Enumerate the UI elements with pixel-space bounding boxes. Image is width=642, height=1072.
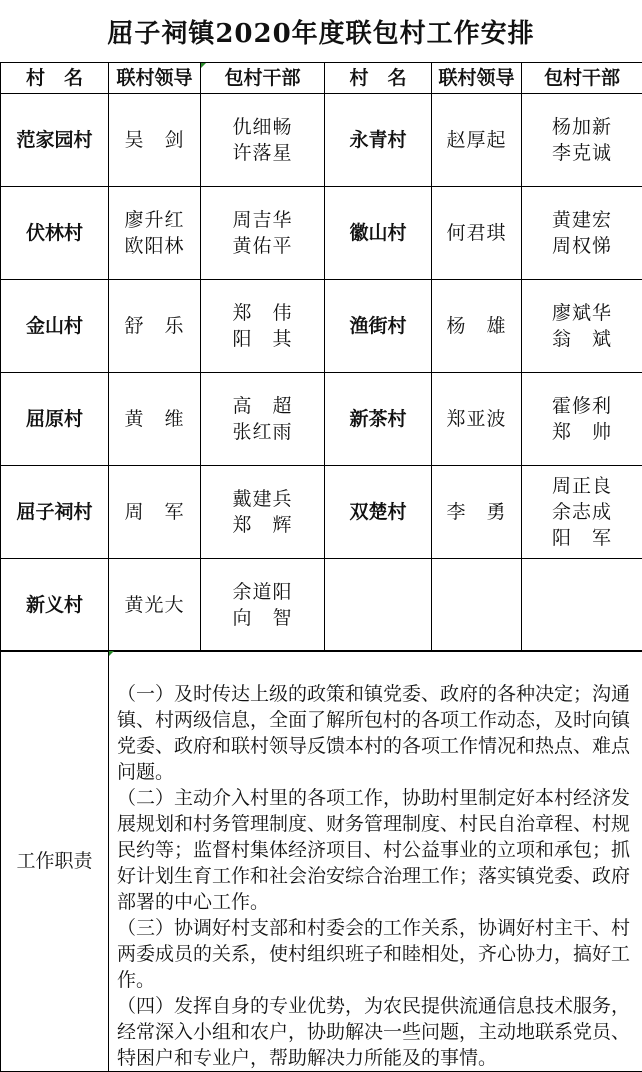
village-name-left: 屈原村 (1, 373, 109, 466)
village-name-right: 双楚村 (325, 466, 432, 559)
leader-cell-left (109, 373, 201, 466)
leader-cell-right (432, 94, 522, 187)
village-name-left: 新义村 (1, 559, 109, 652)
leader-name: 赵厚起 (432, 127, 521, 153)
cadre-name: 余志成 (522, 499, 642, 525)
village-name-right: 徽山村 (325, 187, 432, 280)
page-title: 屈子祠镇2020年度联包村工作安排 (0, 0, 642, 62)
cadre-cell-right (522, 373, 642, 466)
header-leader-right: 联村领导 (432, 63, 522, 94)
leader-name: 廖升红 (109, 207, 200, 233)
cadre-name: 阳 其 (201, 326, 324, 352)
cadre-cell-right (522, 559, 642, 652)
header-village-right: 村 名 (325, 63, 432, 94)
header-row (1, 63, 642, 94)
cadre-name: 杨加新 (522, 114, 642, 140)
cadre-name: 向 智 (201, 605, 324, 631)
cadre-name: 余道阳 (201, 579, 324, 605)
leader-cell-left (109, 187, 201, 280)
leader-name: 杨 雄 (432, 313, 521, 339)
leader-name: 欧阳林 (109, 233, 200, 259)
duty-paragraph: （一）及时传达上级的政策和镇党委、政府的各种决定；沟通镇、村两级信息，全面了解所包村的各项工作动态，及时向镇党委、政府和联村领导反馈本村的各项工作情况和热点、难点问题。 (117, 681, 634, 785)
duties-text (109, 651, 642, 1072)
cadre-cell-left (201, 280, 325, 373)
cadre-name: 黄建宏 (522, 207, 642, 233)
leader-name: 黄光大 (109, 592, 200, 618)
village-name-right: 新茶村 (325, 373, 432, 466)
leader-cell-right (432, 466, 522, 559)
cadre-name: 阳 军 (522, 525, 642, 551)
cadre-name: 郑 帅 (522, 419, 642, 445)
village-row (1, 280, 642, 373)
leader-name: 舒 乐 (109, 313, 200, 339)
header-village-left: 村 名 (1, 63, 109, 94)
header-cadre-left: 包村干部 (201, 63, 325, 94)
cadre-name: 周权悌 (522, 233, 642, 259)
village-name-left: 范家园村 (1, 94, 109, 187)
cadre-name: 霍修利 (522, 393, 642, 419)
duties-table (0, 650, 642, 1072)
duty-paragraph: （四）发挥自身的专业优势，为农民提供流通信息技术服务，经常深入小组和农户，协助解决一些问题，主动地联系党员、特困户和专业户，帮助解决力所能及的事情。 (117, 993, 634, 1071)
village-row (1, 373, 642, 466)
cadre-name: 张红雨 (201, 419, 324, 445)
cadre-name: 黄佑平 (201, 233, 324, 259)
cadre-cell-left (201, 94, 325, 187)
cadre-name: 郑 辉 (201, 512, 324, 538)
village-row (1, 559, 642, 652)
header-leader-left: 联村领导 (109, 63, 201, 94)
leader-cell-right (432, 559, 522, 652)
village-name-right: 永青村 (325, 94, 432, 187)
cadre-name: 仇细畅 (201, 114, 324, 140)
cadre-cell-right (522, 187, 642, 280)
cadre-name: 郑 伟 (201, 300, 324, 326)
village-name-left: 伏林村 (1, 187, 109, 280)
cadre-cell-left (201, 373, 325, 466)
leader-name: 何君琪 (432, 220, 521, 246)
cadre-cell-left (201, 466, 325, 559)
village-row (1, 466, 642, 559)
leader-name: 李 勇 (432, 499, 521, 525)
leader-name: 吴 剑 (109, 127, 200, 153)
village-name-left: 屈子祠村 (1, 466, 109, 559)
cadre-cell-right (522, 466, 642, 559)
village-row (1, 94, 642, 187)
leader-cell-right (432, 280, 522, 373)
leader-cell-left (109, 94, 201, 187)
cadre-cell-left (201, 187, 325, 280)
leader-cell-left (109, 280, 201, 373)
assignment-table (0, 62, 642, 652)
cadre-name: 高 超 (201, 393, 324, 419)
duty-paragraph: （三）协调好村支部和村委会的工作关系，协调好村主干、村两委成员的关系，使村组织班子和睦相处，齐心协力，搞好工作。 (117, 915, 634, 993)
leader-name: 郑亚波 (432, 406, 521, 432)
village-name-right: 渔街村 (325, 280, 432, 373)
header-cadre-right: 包村干部 (522, 63, 642, 94)
leader-cell-right (432, 187, 522, 280)
leader-name: 黄 维 (109, 406, 200, 432)
leader-cell-right (432, 373, 522, 466)
duty-paragraph: （二）主动介入村里的各项工作，协助村里制定好本村经济发展规划和村务管理制度、财务管理制度、村民自治章程、村规民约等；监督村集体经济项目、村公益事业的立项和承包；抓好计划生育工作和社会治安综合治理工作；落实镇党委、政府部署的中心工作。 (117, 785, 634, 915)
cadre-cell-right (522, 280, 642, 373)
cadre-name: 廖斌华 (522, 300, 642, 326)
cadre-name: 李克诚 (522, 140, 642, 166)
cadre-cell-left (201, 559, 325, 652)
cadre-cell-right (522, 94, 642, 187)
cadre-name: 许落星 (201, 140, 324, 166)
cadre-name: 周正良 (522, 473, 642, 499)
duties-label: 工作职责 (1, 651, 109, 1072)
cadre-name: 周吉华 (201, 207, 324, 233)
village-name-right (325, 559, 432, 652)
village-row (1, 187, 642, 280)
cadre-name: 戴建兵 (201, 486, 324, 512)
leader-cell-left (109, 466, 201, 559)
village-name-left: 金山村 (1, 280, 109, 373)
leader-cell-left (109, 559, 201, 652)
leader-name: 周 军 (109, 499, 200, 525)
cadre-name: 翁 斌 (522, 326, 642, 352)
